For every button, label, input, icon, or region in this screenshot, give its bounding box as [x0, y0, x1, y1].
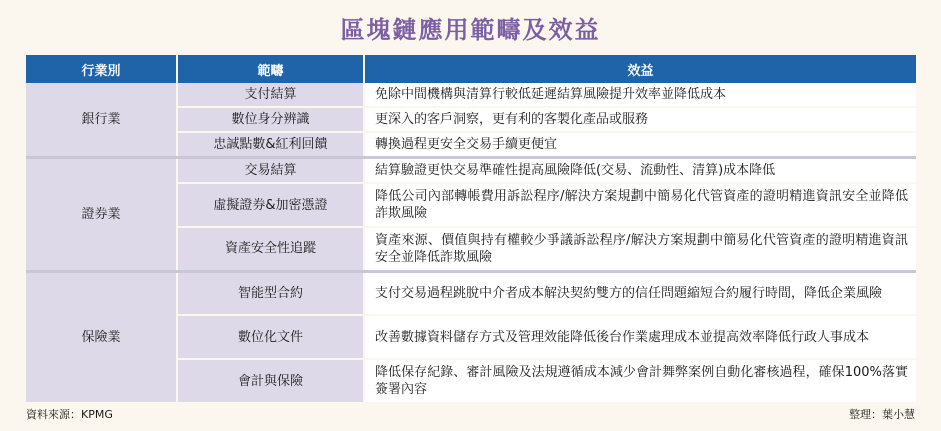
table-row [26, 158, 916, 184]
benefit-cell: 降低保存紀錄、審計風險及法規遵循成本減少會計舞弊案例自動化審核過程，確保100%落實簽署內容 [364, 359, 916, 403]
blockchain-table [26, 55, 916, 404]
header-benefit: 效益 [364, 55, 916, 83]
scope-cell: 數位化文件 [177, 315, 364, 359]
scope-cell: 會計與保險 [177, 359, 364, 403]
scope-cell: 忠誠點數&紅利回饋 [177, 132, 364, 158]
editor-credit: 整理：葉小慧 [849, 408, 915, 421]
benefit-cell: 轉換過程更安全交易手續更便宜 [364, 132, 916, 158]
table-row [26, 271, 916, 315]
benefit-cell: 資產來源、價值與持有權較少爭議訴訟程序/解決方案規劃中簡易化代管資產的證明精進資訊安全並降低詐欺風險 [364, 227, 916, 271]
scope-cell: 數位身分辨識 [177, 107, 364, 132]
header-scope: 範疇 [177, 55, 364, 83]
source-note: 資料來源：KPMG [26, 408, 113, 421]
scope-cell: 虛擬證券&加密憑證 [177, 183, 364, 227]
table-header-row [26, 55, 916, 83]
scope-cell: 資產安全性追蹤 [177, 227, 364, 271]
benefit-cell: 改善數據資料儲存方式及管理效能降低後台作業處理成本並提高效率降低行政人事成本 [364, 315, 916, 359]
table-row [26, 83, 916, 107]
benefit-cell: 支付交易過程跳脫中介者成本解決契約雙方的信任問題縮短合約履行時間，降低企業風險 [364, 271, 916, 315]
industry-cell-securities: 證券業 [26, 158, 177, 272]
industry-cell-banking: 銀行業 [26, 83, 177, 158]
scope-cell: 交易結算 [177, 158, 364, 184]
benefit-cell: 更深入的客戶洞察，更有利的客製化產品或服務 [364, 107, 916, 132]
header-industry: 行業別 [26, 55, 177, 83]
industry-cell-insurance: 保險業 [26, 271, 177, 403]
page-title: 區塊鏈應用範疇及效益 [340, 15, 601, 44]
benefit-cell: 免除中間機構與清算行較低延遲結算風險提升效率並降低成本 [364, 83, 916, 107]
scope-cell: 支付結算 [177, 83, 364, 107]
benefit-cell: 降低公司內部轉帳費用訴訟程序/解決方案規劃中簡易化代管資產的證明精進資訊安全並降低詐欺風險 [364, 183, 916, 227]
scope-cell: 智能型合約 [177, 271, 364, 315]
benefit-cell: 結算驗證更快交易準確性提高風險降低(交易、流動性、清算)成本降低 [364, 158, 916, 184]
